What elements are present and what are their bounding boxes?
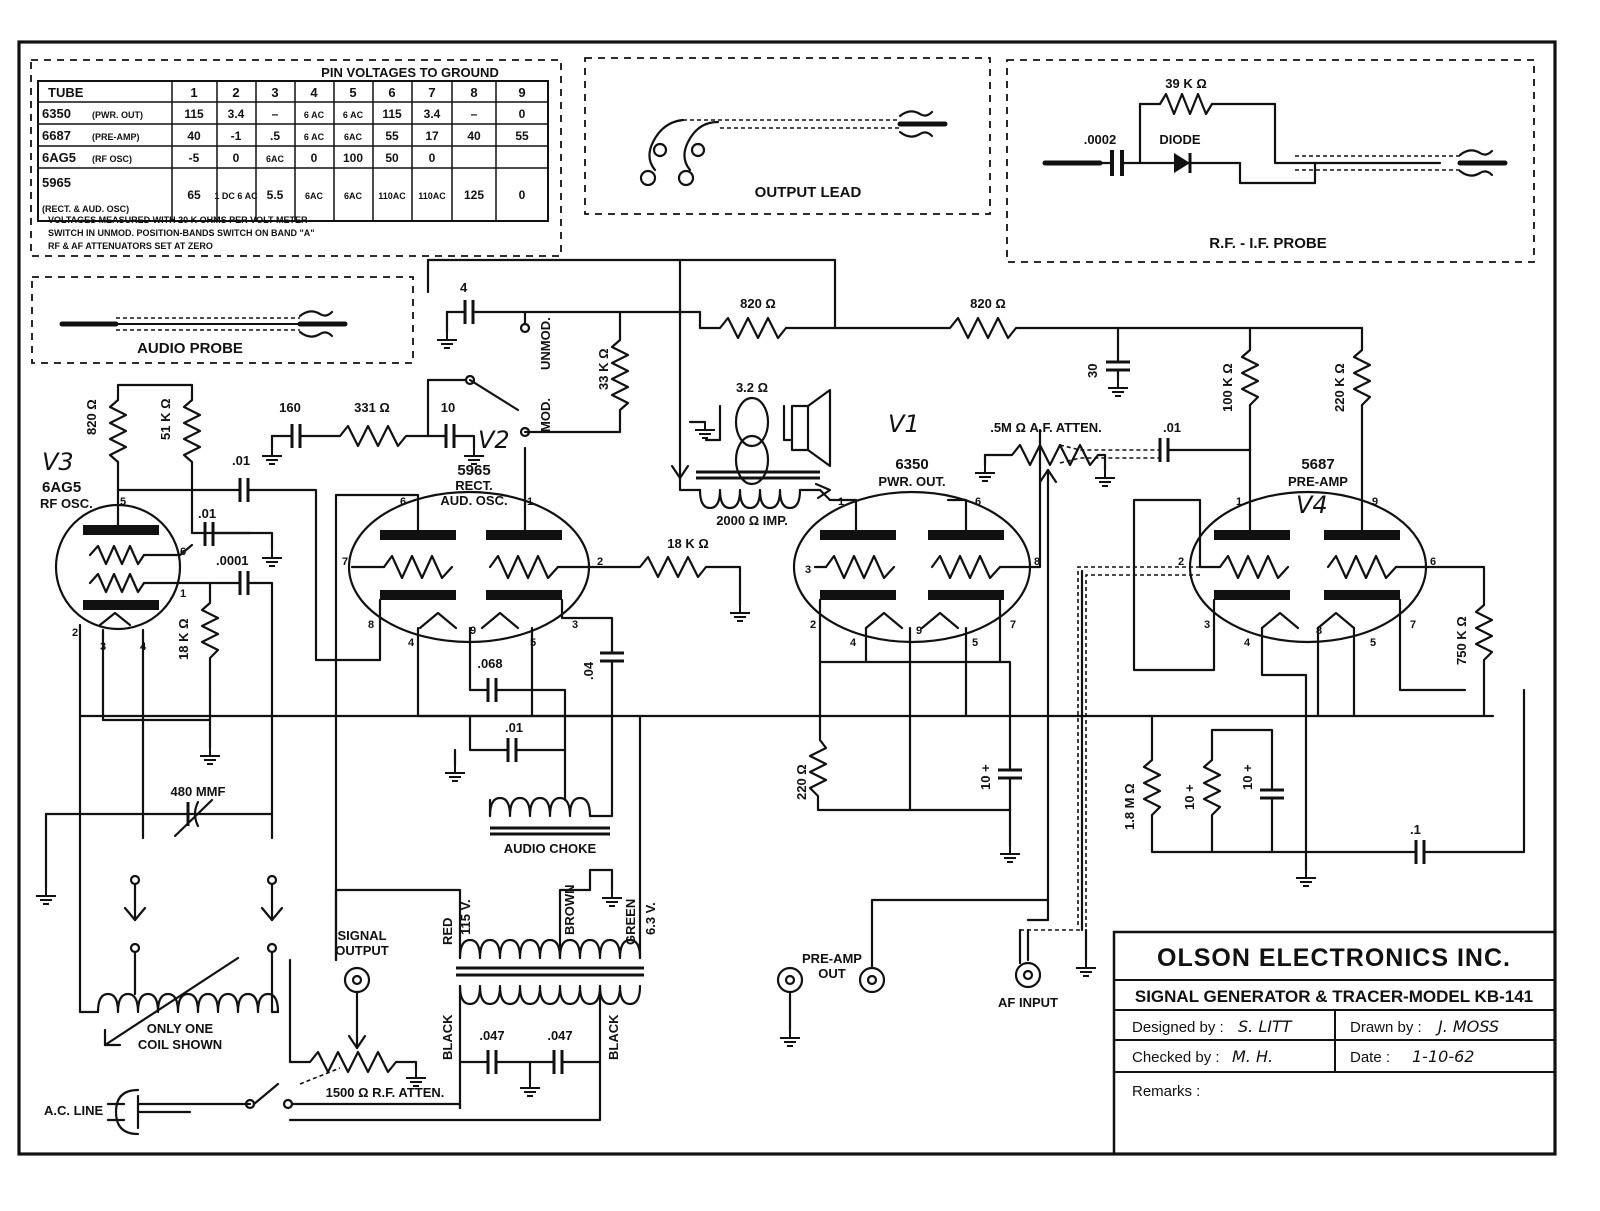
svg-text:AUDIO CHOKE: AUDIO CHOKE: [503, 841, 597, 856]
svg-text:.068: .068: [477, 656, 503, 671]
svg-text:PWR. OUT.: PWR. OUT.: [878, 474, 946, 489]
svg-text:6: 6: [180, 546, 187, 558]
svg-text:2: 2: [597, 556, 604, 568]
svg-text:480 MMF: 480 MMF: [170, 784, 226, 799]
svg-text:100: 100: [342, 151, 364, 165]
svg-text:.5M Ω A.F. ATTEN.: .5M Ω A.F. ATTEN.: [990, 420, 1102, 435]
svg-text:33 K Ω: 33 K Ω: [596, 348, 611, 390]
svg-text:.047: .047: [479, 1028, 505, 1043]
svg-text:MOD.: MOD.: [538, 398, 553, 432]
svg-text:.1: .1: [1410, 822, 1421, 837]
svg-text:.0001: .0001: [216, 553, 249, 568]
svg-text:6: 6: [388, 85, 396, 100]
svg-text:30: 30: [1085, 363, 1100, 378]
svg-text:3.2 Ω: 3.2 Ω: [735, 380, 769, 395]
svg-text:-5: -5: [188, 151, 200, 165]
pin-voltage-table: [31, 60, 561, 256]
svg-text:.01: .01: [504, 720, 524, 735]
svg-text:AF INPUT: AF INPUT: [998, 995, 1058, 1010]
svg-text:.01: .01: [1162, 420, 1182, 435]
svg-text:3: 3: [271, 85, 279, 100]
svg-text:6: 6: [400, 496, 407, 508]
svg-text:9: 9: [1372, 496, 1379, 508]
svg-text:40: 40: [187, 129, 201, 143]
svg-text:6687: 6687: [42, 128, 71, 143]
svg-text:1: 1: [838, 496, 845, 508]
svg-text:3.4: 3.4: [423, 107, 441, 121]
svg-text:750 K Ω: 750 K Ω: [1454, 616, 1469, 665]
svg-text:5: 5: [349, 85, 357, 100]
svg-text:7: 7: [1410, 619, 1417, 631]
svg-text:39 K Ω: 39 K Ω: [1165, 76, 1207, 91]
svg-text:1500 Ω R.F. ATTEN.: 1500 Ω R.F. ATTEN.: [325, 1085, 445, 1100]
svg-text:4: 4: [460, 280, 468, 295]
svg-text:1: 1: [190, 85, 198, 100]
table-note: RF & AF ATTENUATORS SET AT ZERO: [48, 241, 213, 251]
svg-text:2: 2: [232, 85, 240, 100]
svg-text:1: 1: [180, 588, 187, 600]
output-lead-label: OUTPUT LEAD: [754, 184, 862, 201]
svg-text:GREEN: GREEN: [623, 898, 638, 945]
svg-text:10 +: 10 +: [1240, 764, 1255, 790]
svg-text:COIL SHOWN: COIL SHOWN: [137, 1037, 223, 1052]
svg-text:BLACK: BLACK: [440, 1014, 455, 1060]
product-title: SIGNAL GENERATOR & TRACER-MODEL KB-141: [1134, 987, 1534, 1006]
svg-text:10 +: 10 +: [978, 764, 993, 790]
svg-text:6AC: 6AC: [343, 191, 363, 201]
svg-text:51 K Ω: 51 K Ω: [158, 398, 173, 440]
svg-text:5687: 5687: [1301, 456, 1335, 473]
svg-text:1 DC 6 AC: 1 DC 6 AC: [214, 191, 258, 201]
svg-text:65: 65: [187, 188, 201, 202]
svg-text:6 AC: 6 AC: [303, 110, 325, 120]
svg-text:Date :: Date :: [1350, 1049, 1391, 1066]
svg-text:0: 0: [428, 151, 436, 165]
svg-text:-1: -1: [230, 129, 242, 143]
svg-text:Drawn by :: Drawn by :: [1350, 1019, 1422, 1036]
svg-text:.01: .01: [198, 506, 217, 521]
svg-text:331 Ω: 331 Ω: [354, 400, 390, 415]
svg-text:1: 1: [1236, 496, 1243, 508]
title-block: [1114, 932, 1555, 1154]
svg-text:125: 125: [463, 188, 485, 202]
svg-text:M. H.: M. H.: [1232, 1047, 1274, 1066]
svg-text:220 K Ω: 220 K Ω: [1332, 363, 1347, 412]
svg-text:2: 2: [1178, 556, 1185, 568]
svg-text:(RECT. & AUD. OSC): (RECT. & AUD. OSC): [42, 204, 130, 214]
svg-text:6AG5: 6AG5: [42, 479, 82, 496]
svg-text:0: 0: [518, 188, 526, 202]
svg-text:ONLY ONE: ONLY ONE: [146, 1021, 214, 1036]
svg-text:DIODE: DIODE: [1159, 132, 1201, 147]
svg-text:820 Ω: 820 Ω: [84, 399, 99, 435]
svg-text:18 K Ω: 18 K Ω: [176, 618, 191, 660]
svg-text:10: 10: [440, 400, 456, 415]
svg-text:4: 4: [140, 641, 147, 653]
svg-text:9: 9: [470, 625, 477, 637]
svg-text:4: 4: [1244, 637, 1251, 649]
svg-text:115: 115: [184, 107, 204, 121]
svg-text:17: 17: [425, 129, 439, 143]
svg-text:6.3 V.: 6.3 V.: [643, 902, 658, 935]
table-title: PIN VOLTAGES TO GROUND: [321, 65, 499, 80]
svg-text:.04: .04: [581, 661, 596, 680]
svg-text:(RF OSC): (RF OSC): [92, 154, 132, 164]
company-name: OLSON ELECTRONICS INC.: [1157, 944, 1511, 972]
svg-text:2: 2: [810, 619, 817, 631]
svg-text:110AC: 110AC: [418, 191, 446, 201]
svg-text:5.5: 5.5: [266, 188, 284, 202]
svg-text:–: –: [470, 107, 478, 121]
svg-text:8: 8: [470, 85, 478, 100]
svg-text:5: 5: [120, 496, 127, 508]
svg-text:4: 4: [408, 637, 415, 649]
svg-text:0: 0: [518, 107, 526, 121]
svg-text:3.4: 3.4: [227, 107, 245, 121]
svg-text:0: 0: [232, 151, 240, 165]
table-note: VOLTAGES MEASURED WITH 20 K OHMS PER VOLT METER: [48, 215, 308, 225]
svg-text:9: 9: [518, 85, 526, 100]
svg-text:8: 8: [368, 619, 375, 631]
svg-text:6AG5: 6AG5: [42, 150, 76, 165]
svg-text:.047: .047: [547, 1028, 573, 1043]
svg-text:V1: V1: [888, 410, 920, 438]
svg-text:2: 2: [72, 627, 79, 639]
svg-text:PRE-AMP: PRE-AMP: [802, 951, 862, 966]
svg-text:2000 Ω IMP.: 2000 Ω IMP.: [716, 513, 788, 528]
svg-text:1: 1: [527, 496, 534, 508]
svg-text:7: 7: [428, 85, 436, 100]
svg-text:820 Ω: 820 Ω: [740, 296, 776, 311]
svg-text:6AC: 6AC: [343, 132, 363, 142]
svg-text:.01: .01: [232, 453, 251, 468]
header-tube: TUBE: [48, 85, 84, 100]
svg-text:(PRE-AMP): (PRE-AMP): [92, 132, 140, 142]
svg-text:6: 6: [1430, 556, 1437, 568]
svg-text:.5: .5: [269, 129, 281, 143]
svg-text:5: 5: [1370, 637, 1377, 649]
svg-text:4: 4: [310, 85, 318, 100]
svg-text:110AC: 110AC: [378, 191, 406, 201]
svg-text:8: 8: [1034, 556, 1041, 568]
svg-text:40: 40: [467, 129, 481, 143]
svg-text:5: 5: [530, 637, 537, 649]
power-transformer: [336, 716, 658, 1060]
svg-text:5: 5: [972, 637, 979, 649]
svg-text:8: 8: [1316, 625, 1323, 637]
svg-text:V2: V2: [478, 426, 510, 454]
svg-text:5965: 5965: [457, 462, 491, 479]
svg-text:115 V.: 115 V.: [458, 899, 473, 935]
svg-text:0: 0: [310, 151, 318, 165]
svg-text:RF OSC.: RF OSC.: [40, 496, 93, 511]
svg-text:7: 7: [342, 556, 349, 568]
svg-text:.0002: .0002: [1083, 132, 1117, 147]
svg-text:6AC: 6AC: [265, 154, 285, 164]
svg-text:6350: 6350: [895, 456, 929, 473]
svg-text:BROWN: BROWN: [562, 884, 577, 935]
svg-text:10 +: 10 +: [1182, 784, 1197, 810]
svg-text:V3: V3: [42, 448, 74, 476]
svg-text:3: 3: [100, 641, 107, 653]
svg-text:6 AC: 6 AC: [303, 132, 325, 142]
svg-text:3: 3: [572, 619, 579, 631]
svg-text:55: 55: [515, 129, 529, 143]
svg-text:7: 7: [1010, 619, 1017, 631]
svg-text:6 AC: 6 AC: [342, 110, 364, 120]
audio-probe-box: [32, 277, 413, 363]
tube-v3: [40, 448, 186, 653]
svg-text:A.C. LINE: A.C. LINE: [44, 1103, 104, 1118]
svg-text:6: 6: [975, 496, 982, 508]
svg-text:UNMOD.: UNMOD.: [538, 317, 553, 370]
svg-text:J. MOSS: J. MOSS: [1438, 1017, 1500, 1036]
svg-text:3: 3: [1204, 619, 1211, 631]
svg-text:OUT: OUT: [818, 966, 846, 981]
tube-v4: [1178, 456, 1436, 649]
svg-text:9: 9: [916, 625, 923, 637]
svg-text:160: 160: [279, 400, 301, 415]
svg-text:–: –: [271, 107, 279, 121]
svg-text:6AC: 6AC: [304, 191, 324, 201]
rf-if-probe-box: [1007, 60, 1534, 262]
svg-text:5965: 5965: [42, 175, 71, 190]
svg-text:4: 4: [850, 637, 857, 649]
svg-text:PRE-AMP: PRE-AMP: [1288, 474, 1348, 489]
svg-text:115: 115: [382, 107, 402, 121]
svg-text:RECT.: RECT.: [455, 478, 493, 493]
table-note: SWITCH IN UNMOD. POSITION-BANDS SWITCH ON BAND "A": [48, 228, 315, 238]
svg-text:OUTPUT: OUTPUT: [335, 943, 389, 958]
svg-text:(PWR. OUT): (PWR. OUT): [92, 110, 143, 120]
rf-if-probe-label: R.F. - I.F. PROBE: [1209, 235, 1327, 252]
svg-text:Remarks :: Remarks :: [1132, 1083, 1201, 1100]
svg-text:3: 3: [805, 564, 812, 576]
svg-text:Designed by :: Designed by :: [1132, 1019, 1224, 1036]
audio-probe-label: AUDIO PROBE: [137, 340, 243, 357]
svg-text:S. LITT: S. LITT: [1238, 1017, 1292, 1036]
svg-text:RED: RED: [440, 917, 455, 945]
svg-text:Checked by :: Checked by :: [1132, 1049, 1220, 1066]
output-lead-box: [585, 58, 990, 214]
svg-text:18 K Ω: 18 K Ω: [667, 536, 709, 551]
svg-text:AUD. OSC.: AUD. OSC.: [440, 493, 508, 508]
svg-text:BLACK: BLACK: [606, 1014, 621, 1060]
svg-text:1.8 M Ω: 1.8 M Ω: [1122, 783, 1137, 830]
svg-text:6350: 6350: [42, 106, 71, 121]
svg-text:100 K Ω: 100 K Ω: [1220, 363, 1235, 412]
svg-text:820 Ω: 820 Ω: [970, 296, 1006, 311]
svg-text:V4: V4: [1296, 491, 1328, 519]
svg-text:220 Ω: 220 Ω: [794, 764, 809, 800]
svg-text:1-10-62: 1-10-62: [1412, 1047, 1475, 1066]
svg-text:50: 50: [385, 151, 399, 165]
svg-text:SIGNAL: SIGNAL: [337, 928, 387, 943]
svg-text:55: 55: [385, 129, 399, 143]
